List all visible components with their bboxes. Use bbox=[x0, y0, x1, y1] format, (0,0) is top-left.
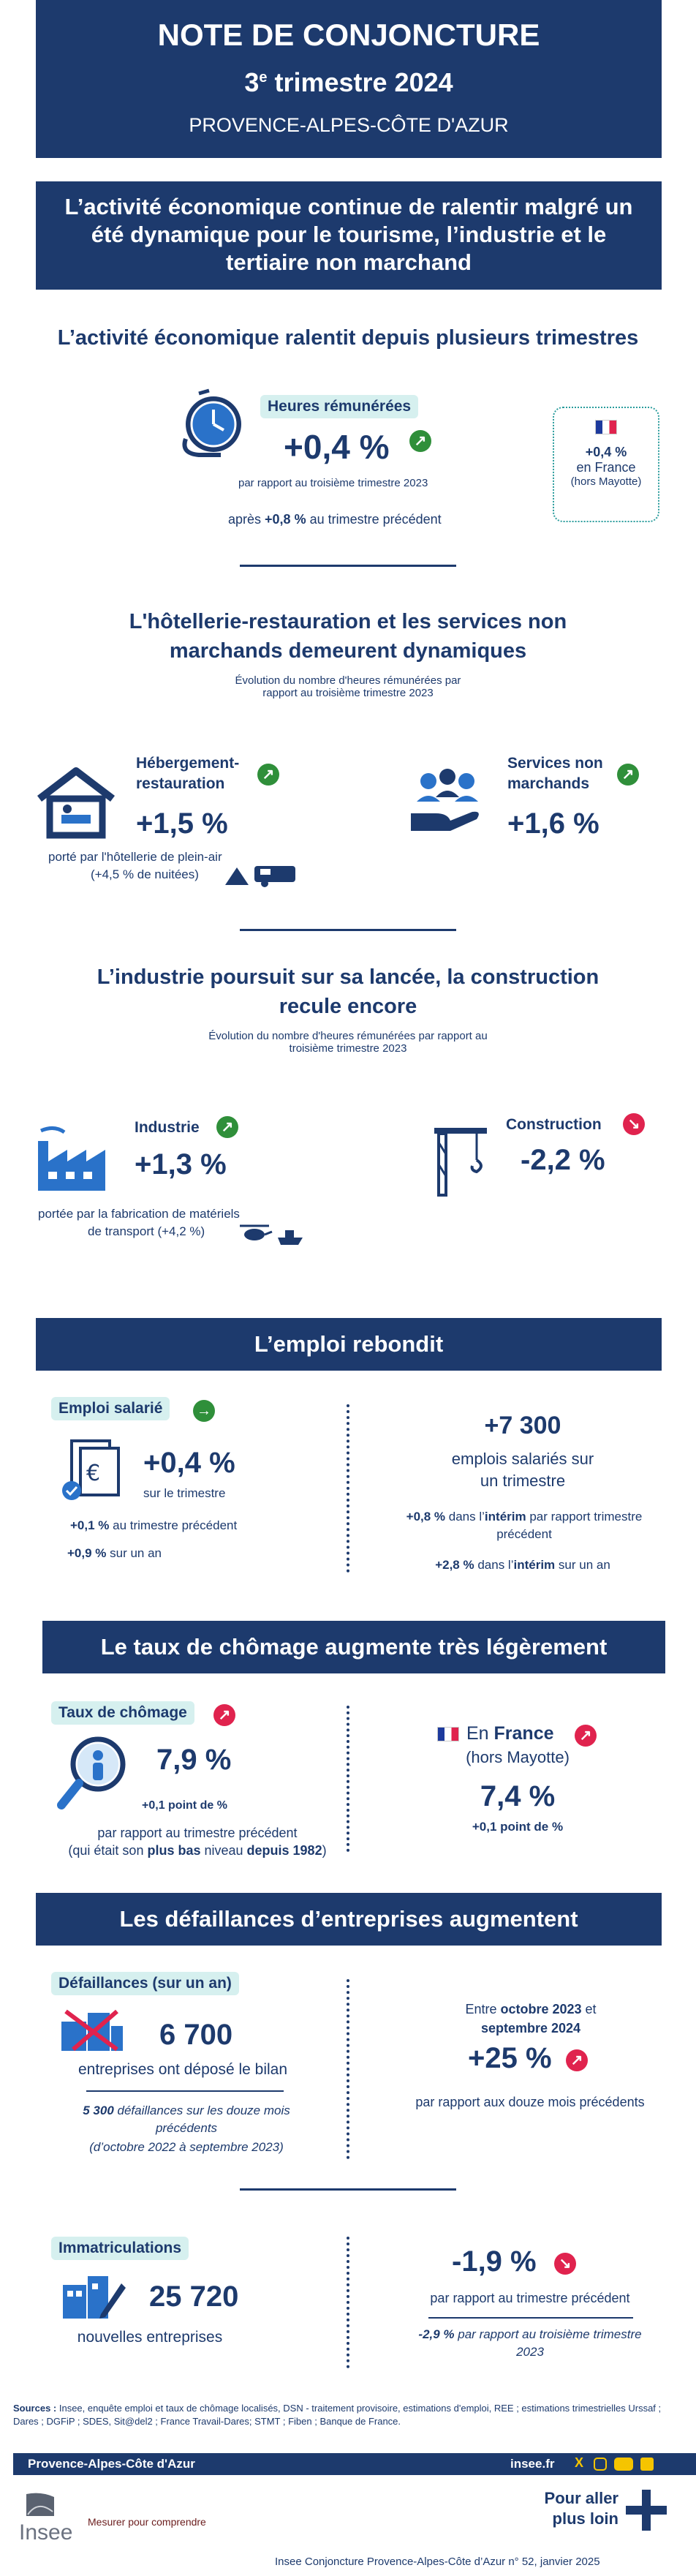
helicopter-boat-icon bbox=[238, 1221, 304, 1246]
france-value: +0,4 % bbox=[585, 445, 627, 459]
dotted-separator bbox=[347, 2237, 349, 2368]
chomage-note1: par rapport au trimestre précédent bbox=[97, 1826, 298, 1840]
quarter-number: 3 bbox=[244, 67, 260, 97]
footer-region: Provence-Alpes-Côte d'Azur bbox=[28, 2457, 195, 2471]
defaillances-note1-txt: défaillances sur les douze mois précédents bbox=[113, 2104, 290, 2135]
divider bbox=[240, 2188, 456, 2191]
x-icon[interactable]: X bbox=[575, 2455, 584, 2470]
emploi-value: +0,4 % bbox=[143, 1447, 235, 1479]
activity-sub: par rapport au troisième trimestre 2023 bbox=[238, 477, 428, 489]
chomage-point: +0,1 point de % bbox=[142, 1799, 227, 1812]
arrow-right-icon: → bbox=[193, 1400, 215, 1422]
sources-text: Insee, enquête emploi et taux de chômage localisés, DSN - traitement provisoire, estimations d'emploi, REE ; estimations trimestrielles Urssaf ; Dares ; DGFiP ; SDES, Sit@del2 ; France Travail-Dares; STMT ; Fiben ; Banque de France. bbox=[13, 2403, 662, 2427]
divider bbox=[86, 2090, 284, 2092]
emploi-right-note2-txt1: dans l’ bbox=[474, 1558, 514, 1572]
crane-icon bbox=[428, 1128, 491, 1197]
linkedin-icon[interactable] bbox=[640, 2458, 654, 2471]
defaillances-right-pre: Entre bbox=[465, 2002, 501, 2016]
sources-label: Sources : bbox=[13, 2403, 57, 2414]
hotel-right-value: +1,6 % bbox=[507, 807, 599, 840]
activity-after-pre: après bbox=[228, 512, 265, 527]
immat-chip: Immatriculations bbox=[51, 2237, 189, 2260]
instagram-icon[interactable] bbox=[594, 2458, 607, 2471]
sources bbox=[13, 2402, 684, 2428]
chomage-note2-d: depuis 1982 bbox=[246, 1843, 322, 1858]
hotel-left-note1: porté par l'hôtellerie de plein-air bbox=[48, 850, 222, 864]
dotted-separator bbox=[347, 1404, 349, 1573]
defaillances-banner: Les défaillances d’entreprises augmentent bbox=[36, 1893, 662, 1946]
employees-files-icon bbox=[57, 1438, 124, 1504]
activity-after-post: au trimestre précédent bbox=[306, 512, 442, 527]
divider bbox=[240, 929, 456, 931]
chomage-france bbox=[437, 1723, 554, 1744]
emploi-note2-txt: sur un an bbox=[106, 1546, 162, 1560]
defaillances-right-sub: par rapport aux douze mois précédents bbox=[415, 2095, 645, 2109]
quarter-rest: trimestre 2024 bbox=[267, 67, 453, 97]
footer-bar bbox=[13, 2453, 696, 2475]
hotel-subtitle: Évolution du nombre d'heures rémunérées par rapport au troisième trimestre 2023 bbox=[235, 674, 461, 699]
hotel-left-note2: (+4,5 % de nuitées) bbox=[91, 867, 199, 881]
emploi-right-note2-bold: intérim bbox=[513, 1558, 556, 1572]
immat-right-value: -1,9 % bbox=[452, 2245, 537, 2278]
defaillances-right-period bbox=[436, 2000, 626, 2038]
chomage-note2-c: niveau bbox=[200, 1843, 247, 1858]
chomage-value: 7,9 % bbox=[156, 1744, 232, 1776]
arrow-up-icon: ↗ bbox=[409, 430, 431, 452]
more-line2: plus loin bbox=[552, 2509, 619, 2528]
header-title: NOTE DE CONJONCTURE bbox=[157, 18, 540, 52]
emploi-banner: L’emploi rebondit bbox=[36, 1318, 662, 1371]
buildings-cross-icon bbox=[58, 2007, 124, 2052]
activity-chip: Heures rémunérées bbox=[260, 395, 418, 418]
arrow-down-icon: ↘ bbox=[554, 2253, 576, 2275]
emploi-note2-val: +0,9 % bbox=[67, 1546, 107, 1560]
emploi-right-label: emplois salariés sur un trimestre bbox=[451, 1450, 594, 1490]
activity-after-val: +0,8 % bbox=[265, 512, 306, 527]
industry-left-value: +1,3 % bbox=[135, 1148, 227, 1180]
footer-site-link[interactable]: insee.fr bbox=[510, 2457, 555, 2471]
divider bbox=[428, 2317, 633, 2319]
activity-title: L’activité économique ralentit depuis plusieurs trimestres bbox=[57, 326, 639, 350]
emploi-right-note1-txt2: par rapport trimestre précédent bbox=[496, 1510, 643, 1541]
industry-subtitle: Évolution du nombre d'heures rémunérées par rapport au troisième trimestre 2023 bbox=[208, 1030, 488, 1055]
header-banner bbox=[36, 0, 662, 158]
emploi-note1 bbox=[70, 1518, 237, 1533]
hotel-left-value: +1,5 % bbox=[136, 807, 228, 840]
headline-banner bbox=[36, 181, 662, 290]
immat-value-label: nouvelles entreprises bbox=[77, 2329, 223, 2346]
industry-title: L’industrie poursuit sur sa lancée, la construction recule encore bbox=[97, 965, 599, 1018]
france-label: en France bbox=[576, 460, 636, 475]
chomage-france-point: +0,1 point de % bbox=[472, 1820, 564, 1834]
footer-tagline: Mesurer pour comprendre bbox=[88, 2516, 206, 2528]
emploi-right-note1-bold: intérim bbox=[484, 1510, 526, 1524]
tent-caravan-icon bbox=[222, 862, 298, 888]
header-quarter bbox=[36, 67, 662, 98]
helping-hand-people-icon bbox=[406, 768, 488, 834]
divider bbox=[240, 565, 456, 567]
footer-ref: Insee Conjoncture Provence-Alpes-Côte d’Azur n° 52, janvier 2025 bbox=[275, 2556, 600, 2568]
emploi-note2 bbox=[67, 1546, 162, 1561]
chomage-france-bold: France bbox=[493, 1723, 554, 1744]
immat-right-note-txt: par rapport au troisième trimestre 2023 bbox=[454, 2327, 642, 2359]
factory-icon bbox=[34, 1125, 116, 1194]
industry-right-label: Construction bbox=[506, 1116, 602, 1133]
header-region: PROVENCE-ALPES-CÔTE D'AZUR bbox=[189, 114, 509, 136]
clock-hand-icon bbox=[177, 388, 250, 461]
emploi-note1-txt: au trimestre précédent bbox=[109, 1518, 238, 1532]
arrow-up-icon: ↗ bbox=[257, 764, 279, 786]
chomage-note2-e: ) bbox=[322, 1843, 327, 1858]
svg-text:€: € bbox=[86, 1461, 101, 1486]
hotel-left-label: Hébergement-restauration bbox=[136, 755, 240, 792]
defaillances-note1-val: 5 300 bbox=[83, 2104, 114, 2117]
emploi-right-note2-txt2: sur un an bbox=[555, 1558, 610, 1572]
defaillances-value-label: entreprises ont déposé le bilan bbox=[77, 2061, 288, 2078]
emploi-right-note2 bbox=[395, 1558, 651, 1573]
activity-value: +0,4 % bbox=[284, 428, 390, 466]
france-flag-icon bbox=[595, 420, 617, 434]
emploi-value-sub: sur le trimestre bbox=[143, 1486, 226, 1500]
arrow-down-icon: ↘ bbox=[623, 1113, 645, 1135]
defaillances-right-b1: octobre 2023 bbox=[500, 2002, 582, 2016]
defaillances-right-value: +25 % bbox=[468, 2042, 552, 2074]
chomage-france-pre: En bbox=[466, 1723, 494, 1744]
france-sub: (hors Mayotte) bbox=[570, 475, 642, 488]
industry-left-label: Industrie bbox=[135, 1119, 200, 1136]
headline-text: L’activité économique continue de ralentir malgré un été dynamique pour le tourisme, l’industrie et le tertiaire non marchand bbox=[64, 194, 633, 275]
defaillances-note1 bbox=[66, 2102, 307, 2137]
defaillances-chip: Défaillances (sur un an) bbox=[51, 1972, 239, 1995]
youtube-icon[interactable] bbox=[614, 2458, 633, 2471]
emploi-right-note1-txt1: dans l’ bbox=[445, 1510, 485, 1524]
hotel-right-label: Services non marchands bbox=[507, 755, 603, 792]
industry-left-note2: de transport (+4,2 %) bbox=[88, 1224, 205, 1238]
emploi-right-note1-val: +0,8 % bbox=[406, 1510, 446, 1524]
footer-logo: Insee bbox=[19, 2520, 73, 2545]
chomage-note2 bbox=[37, 1843, 358, 1858]
immat-value: 25 720 bbox=[149, 2281, 239, 2313]
industry-right-value: -2,2 % bbox=[521, 1144, 605, 1176]
emploi-note1-val: +0,1 % bbox=[70, 1518, 110, 1532]
more-line1: Pour aller bbox=[544, 2489, 619, 2507]
chomage-france-value: 7,4 % bbox=[480, 1780, 556, 1812]
defaillances-note2: (d’octobre 2022 à septembre 2023) bbox=[89, 2140, 284, 2154]
dotted-separator bbox=[347, 1706, 349, 1852]
emploi-right-note2-val: +2,8 % bbox=[435, 1558, 474, 1572]
buildings-pen-icon bbox=[60, 2272, 126, 2320]
industry-left-note1: portée par la fabrication de matériels bbox=[38, 1207, 240, 1221]
arrow-up-icon: ↗ bbox=[216, 1116, 238, 1138]
emploi-right-note1 bbox=[404, 1508, 645, 1543]
france-flag-icon bbox=[437, 1727, 459, 1741]
magnifier-person-icon bbox=[54, 1733, 130, 1814]
insee-logo-icon bbox=[23, 2490, 57, 2519]
defaillances-value: 6 700 bbox=[159, 2019, 233, 2051]
house-bed-icon bbox=[35, 767, 117, 840]
chomage-france-sub: (hors Mayotte) bbox=[466, 1748, 570, 1766]
emploi-chip: Emploi salarié bbox=[51, 1397, 170, 1420]
defaillances-right-b2: septembre 2024 bbox=[480, 2021, 581, 2035]
arrow-up-icon: ↗ bbox=[575, 1725, 597, 1747]
chomage-banner: Le taux de chômage augmente très légèrement bbox=[42, 1621, 665, 1673]
defaillances-right-mid: et bbox=[581, 2002, 597, 2016]
plus-icon[interactable] bbox=[624, 2488, 668, 2532]
arrow-up-icon: ↗ bbox=[213, 1704, 235, 1726]
immat-right-sub: par rapport au trimestre précédent bbox=[430, 2291, 630, 2305]
immat-right-note bbox=[417, 2326, 643, 2361]
chomage-chip: Taux de chômage bbox=[51, 1701, 194, 1725]
chomage-note2-a: (qui était son bbox=[68, 1843, 148, 1858]
france-box bbox=[553, 407, 659, 522]
dotted-separator bbox=[347, 1979, 349, 2159]
quarter-sup: e bbox=[259, 69, 268, 86]
chomage-note2-b: plus bas bbox=[147, 1843, 201, 1858]
arrow-up-icon: ↗ bbox=[566, 2049, 588, 2071]
more-link[interactable] bbox=[532, 2488, 619, 2529]
immat-right-note-val: -2,9 % bbox=[418, 2327, 455, 2341]
emploi-right-value: +7 300 bbox=[484, 1412, 561, 1439]
hotel-title: L'hôtellerie-restauration et les services non marchands demeurent dynamiques bbox=[129, 610, 567, 663]
activity-after bbox=[228, 512, 442, 527]
arrow-up-icon: ↗ bbox=[617, 764, 639, 786]
